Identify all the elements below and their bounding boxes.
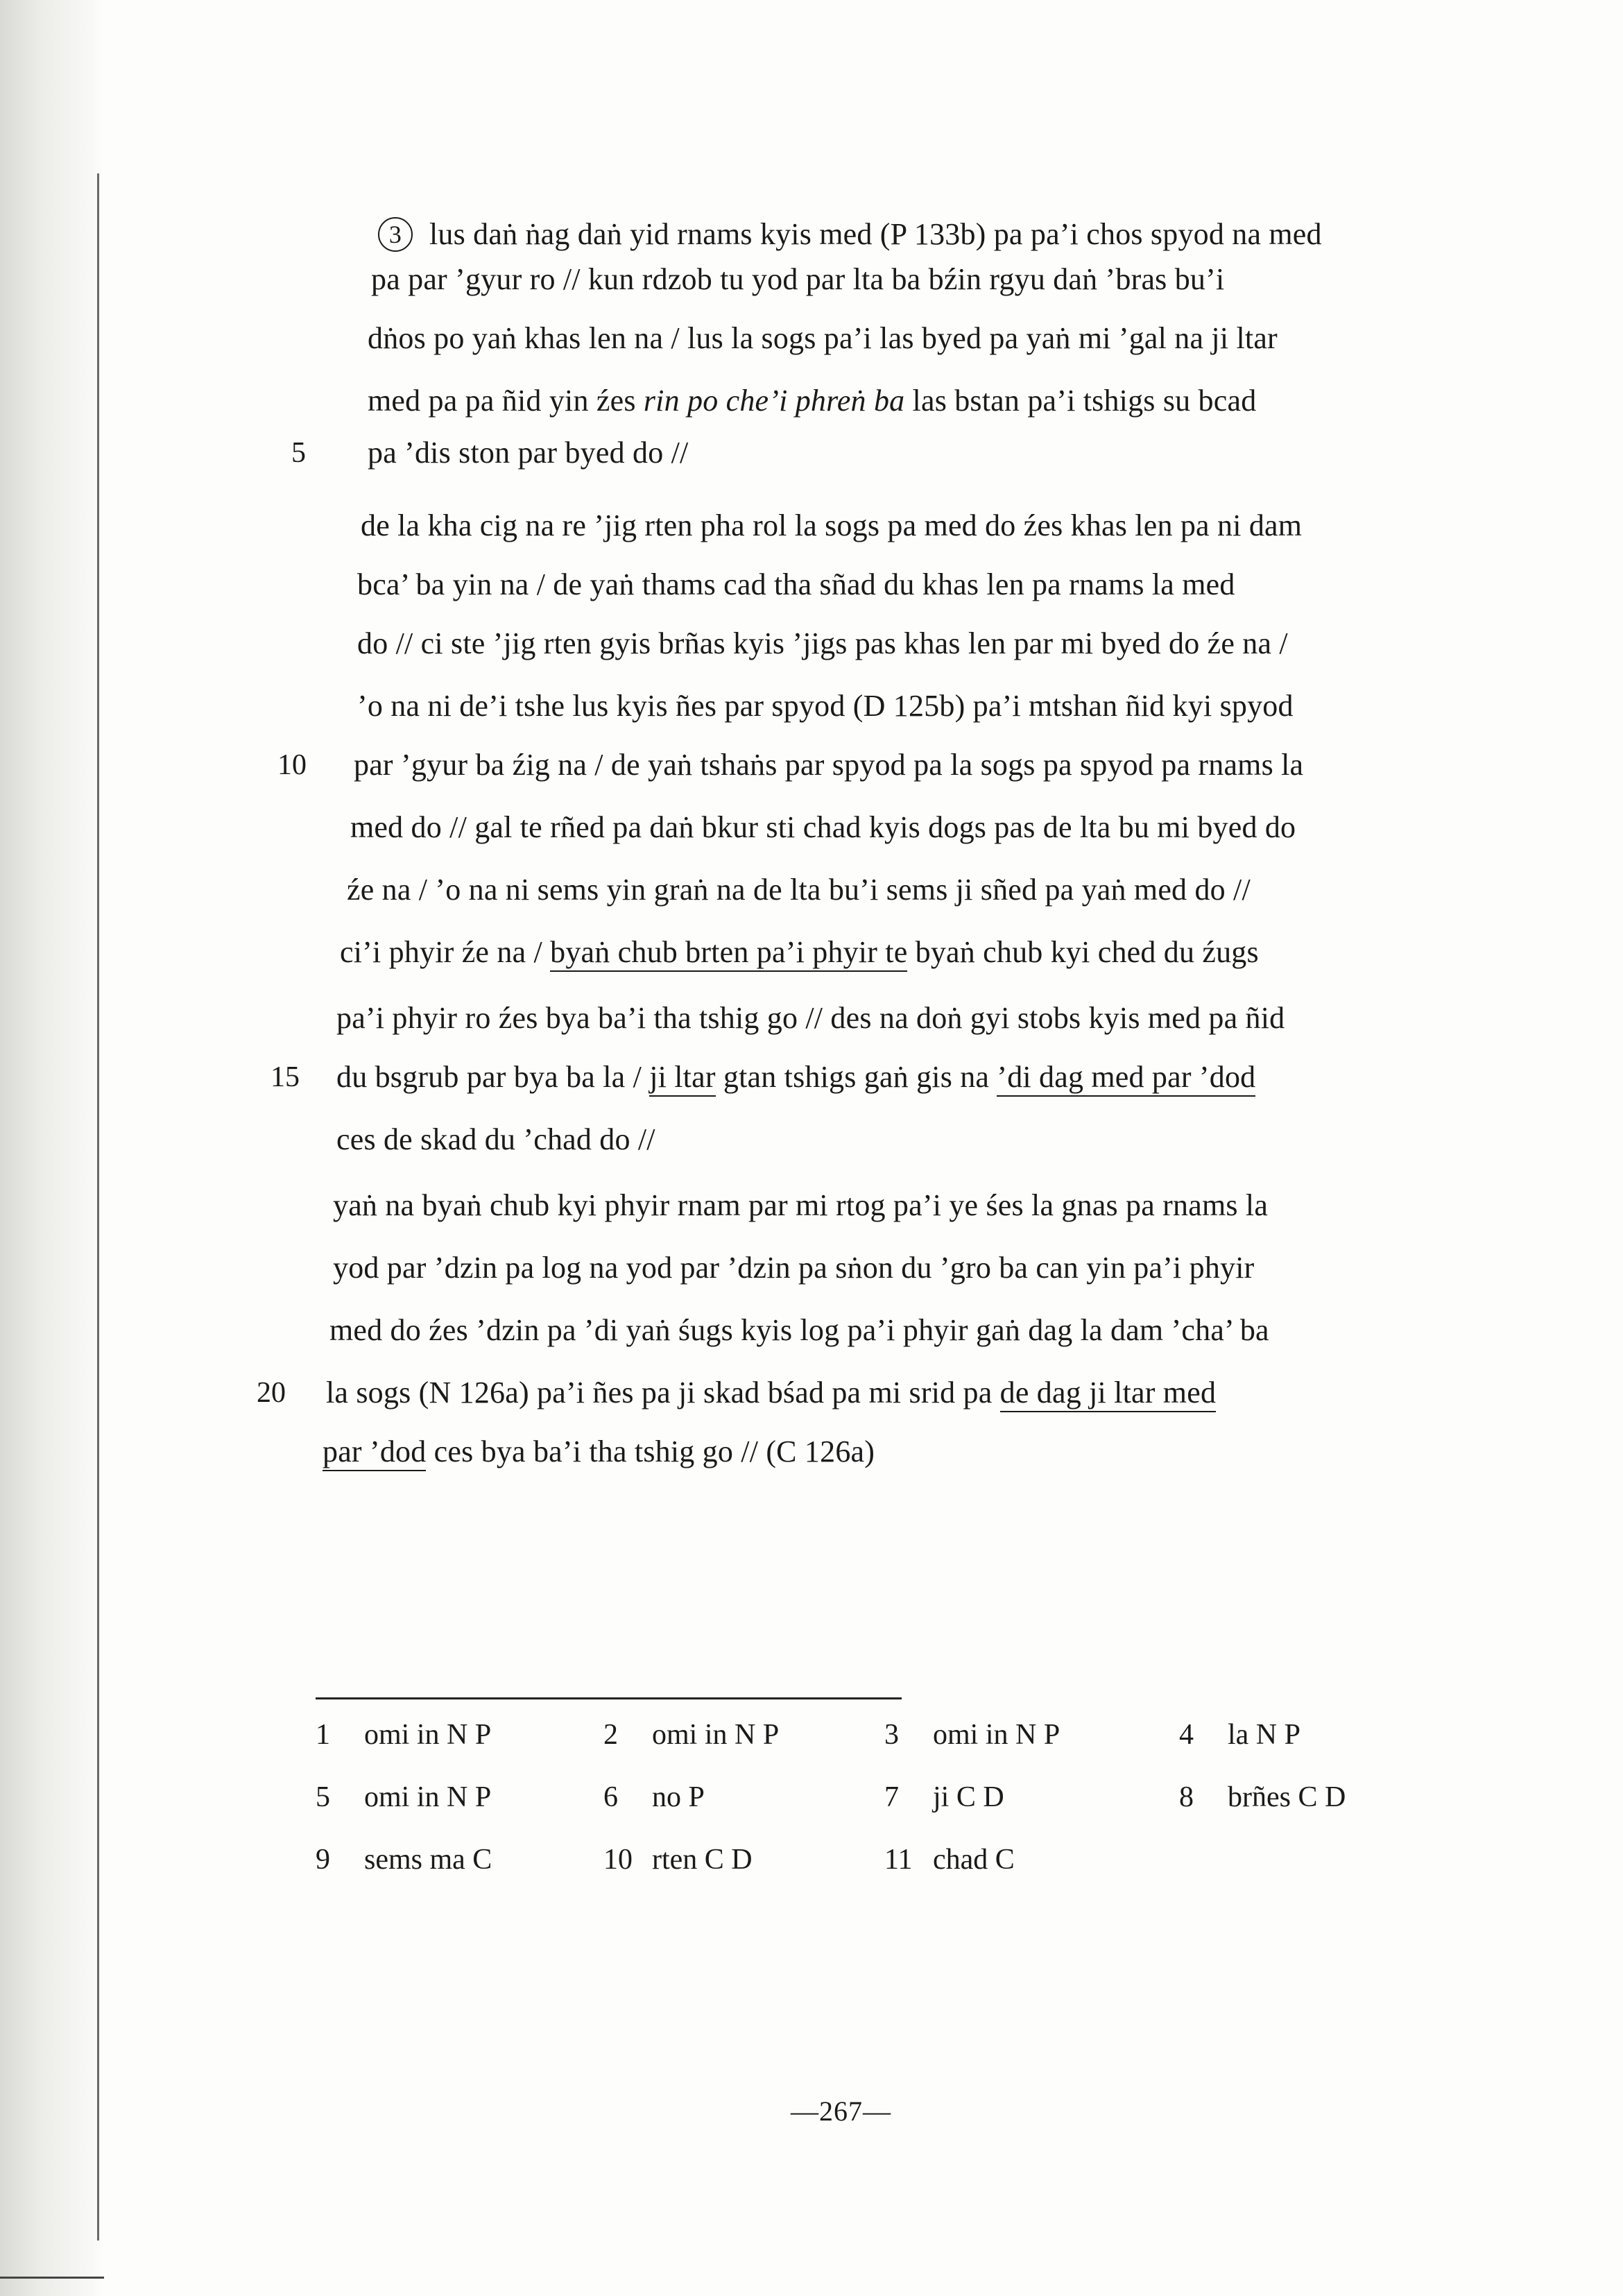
text-line — [329, 1311, 1269, 1350]
footnote-number: 1 — [316, 1719, 330, 1751]
footnote-entry — [603, 1779, 705, 1815]
text-line — [378, 215, 1322, 254]
text-line — [340, 933, 1259, 972]
text-line — [347, 871, 1251, 909]
line-number: 5 — [291, 437, 306, 469]
line-text: ces bya ba’i tha tshig go // (C 126a) — [426, 1434, 875, 1468]
text-line — [350, 808, 1296, 847]
footnote-entry — [316, 1842, 492, 1878]
text-line — [371, 260, 1224, 299]
line-text: pa par ’gyur ro // kun rdzob tu yod par lta ba bźin rgyu daṅ ’bras bu’i — [371, 262, 1225, 296]
footnote-text: rten C D — [652, 1844, 753, 1876]
line-text: par ’gyur ba źig na / de yaṅ tshaṅs par spyod pa la sogs pa spyod pa rnams la — [354, 748, 1304, 782]
footnote-text: la N P — [1228, 1719, 1300, 1751]
text-line — [336, 999, 1285, 1038]
footnote-text: ji C D — [933, 1781, 1004, 1813]
footnote-number: 7 — [884, 1781, 899, 1813]
text-line — [354, 746, 1303, 785]
footnote-number: 2 — [603, 1719, 618, 1751]
line-text: las bstan pa’i tshigs su bcad — [904, 384, 1257, 418]
footnote-entry — [603, 1842, 753, 1878]
text-line — [368, 319, 1278, 358]
scan-shadow — [0, 0, 104, 2296]
line-number: 20 — [257, 1377, 286, 1409]
underlined-phrase: byaṅ chub brten pa’i phyir te — [550, 935, 907, 972]
footnote-text: omi in N P — [364, 1781, 492, 1813]
line-text: bca’ ba yin na / de yaṅ thams cad tha sñad du khas len pa rnams la med — [357, 567, 1235, 601]
underlined-phrase: de dag ji ltar med — [1000, 1376, 1217, 1412]
footnote-number: 8 — [1179, 1781, 1194, 1813]
line-text: dṅos po yaṅ khas len na / lus la sogs pa’i las byed pa yaṅ mi ’gal na ji ltar — [368, 321, 1278, 355]
line-text: do // ci ste ’jig rten gyis brñas kyis ’jigs pas khas len par mi byed do źe na / — [357, 626, 1288, 660]
line-text: byaṅ chub kyi ched du źugs — [907, 935, 1259, 969]
text-line — [333, 1186, 1268, 1225]
footnote-entry — [316, 1779, 491, 1815]
line-text: de la kha cig na re ’jig rten pha rol la sogs pa med do źes khas len pa ni dam — [361, 508, 1303, 542]
line-text: ’o na ni de’i tshe lus kyis ñes par spyod (D 125b) pa’i mtshan ñid kyi spyod — [357, 689, 1294, 723]
line-text: gtan tshigs gaṅ gis na — [715, 1060, 997, 1094]
line-text: med pa pa ñid yin źes — [368, 384, 644, 418]
footnote-number: 3 — [884, 1719, 899, 1751]
footnote-entry — [1179, 1717, 1300, 1753]
footnote-text: chad C — [933, 1844, 1015, 1876]
line-text: pa’i phyir ro źes bya ba’i tha tshig go // des na doṅ gyi stobs kyis med pa ñid — [336, 1001, 1285, 1035]
underlined-phrase: ’di dag med par ’dod — [997, 1060, 1255, 1097]
line-text: ces de skad du ’chad do // — [336, 1122, 655, 1156]
text-line — [361, 506, 1302, 545]
underlined-phrase: par ’dod — [323, 1434, 426, 1471]
line-text: yaṅ na byaṅ chub kyi phyir rnam par mi rtog pa’i ye śes la gnas pa rnams la — [333, 1188, 1269, 1222]
footnote-text: omi in N P — [364, 1719, 492, 1751]
line-text: yod par ’dzin pa log na yod par ’dzin pa sṅon du ’gro ba can yin pa’i phyir — [333, 1251, 1255, 1285]
text-line — [368, 434, 688, 472]
footnote-text: brñes C D — [1228, 1781, 1346, 1813]
line-text: pa ’dis ston par byed do // — [368, 436, 689, 470]
line-text: lus daṅ ṅag daṅ yid rnams kyis med (P 133b) pa pa’i chos spyod na med — [429, 217, 1322, 251]
italic-title: rin po che’i phreṅ ba — [643, 384, 905, 418]
footnote-number: 10 — [603, 1844, 633, 1876]
footnote-text: omi in N P — [652, 1719, 780, 1751]
line-text: źe na / ’o na ni sems yin graṅ na de lta bu’i sems ji sñed pa yaṅ med do // — [347, 873, 1251, 907]
line-text: ci’i phyir źe na / — [340, 935, 551, 969]
footnote-entry — [316, 1717, 491, 1753]
text-line — [357, 624, 1288, 663]
text-line — [333, 1249, 1255, 1287]
line-number: 15 — [270, 1061, 300, 1093]
footnote-number: 4 — [1179, 1719, 1194, 1751]
text-line — [336, 1120, 655, 1159]
line-text: la sogs (N 126a) pa’i ñes pa ji skad bśad pa mi srid pa — [326, 1376, 1000, 1410]
line-number: 10 — [277, 749, 307, 781]
footnote-entry — [884, 1717, 1060, 1753]
footnote-number: 5 — [316, 1781, 330, 1813]
footnote-text: no P — [652, 1781, 705, 1813]
text-line — [336, 1058, 1255, 1097]
page-number: —267— — [791, 2096, 891, 2127]
footnote-number: 11 — [884, 1844, 913, 1876]
footnote-entry — [1179, 1779, 1346, 1815]
text-line — [357, 565, 1235, 604]
footnote-entry — [603, 1717, 779, 1753]
footnote-separator — [316, 1697, 902, 1699]
text-line — [323, 1432, 875, 1471]
footnote-entry — [884, 1779, 1004, 1815]
footnote-text: sems ma C — [364, 1844, 492, 1876]
line-text: med do źes ’dzin pa ’di yaṅ śugs kyis log pa’i phyir gaṅ dag la dam ’cha’ ba — [329, 1313, 1269, 1347]
text-line — [368, 382, 1256, 420]
section-number-circled: 3 — [378, 217, 413, 252]
underlined-phrase: ji ltar — [649, 1060, 715, 1097]
gutter-line — [97, 173, 99, 2241]
line-text: du bsgrub par bya ba la / — [336, 1060, 650, 1094]
text-line — [357, 687, 1294, 726]
scan-edge-rule — [0, 2277, 104, 2279]
line-text: med do // gal te rñed pa daṅ bkur sti chad kyis dogs pas de lta bu mi byed do — [350, 810, 1296, 844]
footnote-number: 9 — [316, 1844, 330, 1876]
footnote-number: 6 — [603, 1781, 618, 1813]
text-line — [326, 1373, 1216, 1412]
footnote-entry — [884, 1842, 1015, 1878]
footnote-text: omi in N P — [933, 1719, 1060, 1751]
